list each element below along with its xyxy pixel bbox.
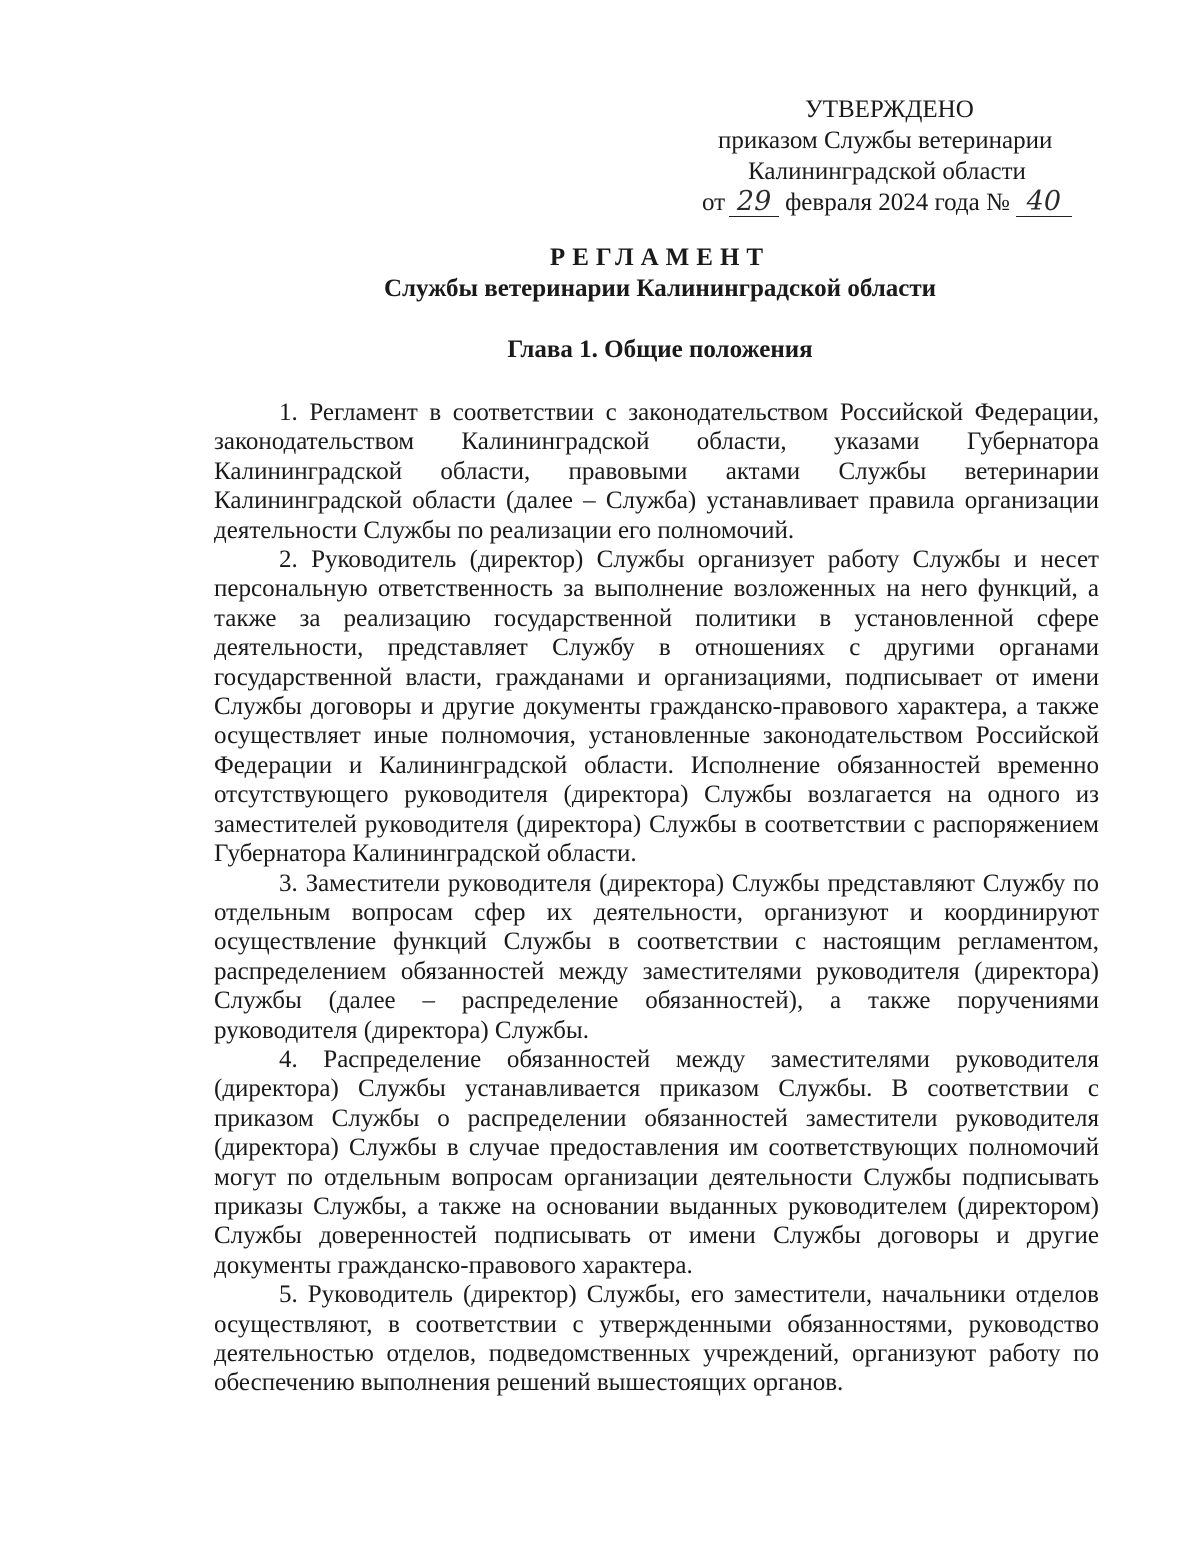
paragraph-2: 2. Руководитель (директор) Службы организует работу Службы и несет персональную ответственность за выполнение возложенных на него функций, а также за реализацию государственной политики в установленной сфере деятельности, представляет Службу в отношениях с другими органами государственной власти, гражданами и организациями, подписывает от имени Службы договоры и другие документы гражданско-правового характера, а также осуществляет иные полномочия, установленные законодательством Российской Федерации и Калининградской области. Исполнение обязанностей временно отсутствующего руководителя (директора) Службы возлагается на одного из заместителей руководителя (директора) Службы в соответствии с распоряжением Губернатора Калининградской области. [214,546,1099,868]
document-title: РЕГЛАМЕНТ [549,244,771,271]
date-middle: февраля 2024 года № [785,189,1010,216]
date-prefix: от [702,189,726,216]
paragraph-4: 4. Распределение обязанностей между заместителями руководителя (директора) Службы устанавливается приказом Службы. В соответствии с приказом Службы о распределении обязанностей заместители руководителя (директора) Службы в случае предоставления им соответствующих полномочий могут по отдельным вопросам организации деятельности Службы подписывать приказы Службы, а также на основании выданных руководителем (директором) Службы доверенностей подписывать от имени Службы договоры и другие документы гражданско-правового характера. [214,1045,1099,1279]
approval-stamp-block [700,94,1120,218]
handwritten-day: 29 [729,188,779,217]
document-body [214,398,1099,1398]
approval-date-line [700,187,1120,218]
handwritten-order-number: 40 [1016,188,1072,217]
paragraph-1: 1. Регламент в соответствии с законодательством Российской Федерации, законодательством Калининградской области, указами Губернатора Калининградской области, правовыми актами Службы ветеринарии Калининградской области (далее – Служба) устанавливает правила организации деятельности Службы по реализации его полномочий. [214,399,1099,544]
paragraph-3: 3. Заместители руководителя (директора) Службы представляют Службу по отдельным вопросам сфер их деятельности, организуют и координируют осуществление функций Службы в соответствии с настоящим регламентом, распределением обязанностей между заместителями руководителя (директора) Службы (далее – распределение обязанностей), а также поручениями руководителя (директора) Службы. [214,869,1099,1044]
approval-region-line: Калининградской области [748,158,1026,185]
document-subtitle: Службы ветеринарии Калининградской области [383,275,937,302]
paragraph-5: 5. Руководитель (директор) Службы, его заместители, начальники отделов осуществляют, в соответствии с утвержденными обязанностями, руководство деятельностью отделов, подведомственных учреждений, организуют работу по обеспечению выполнения решений вышестоящих органов. [214,1281,1099,1397]
chapter-heading: Глава 1. Общие положения [507,336,813,363]
approval-heading: УТВЕРЖДЕНО [805,96,974,123]
approval-order-line: приказом Службы ветеринарии [718,127,1053,154]
